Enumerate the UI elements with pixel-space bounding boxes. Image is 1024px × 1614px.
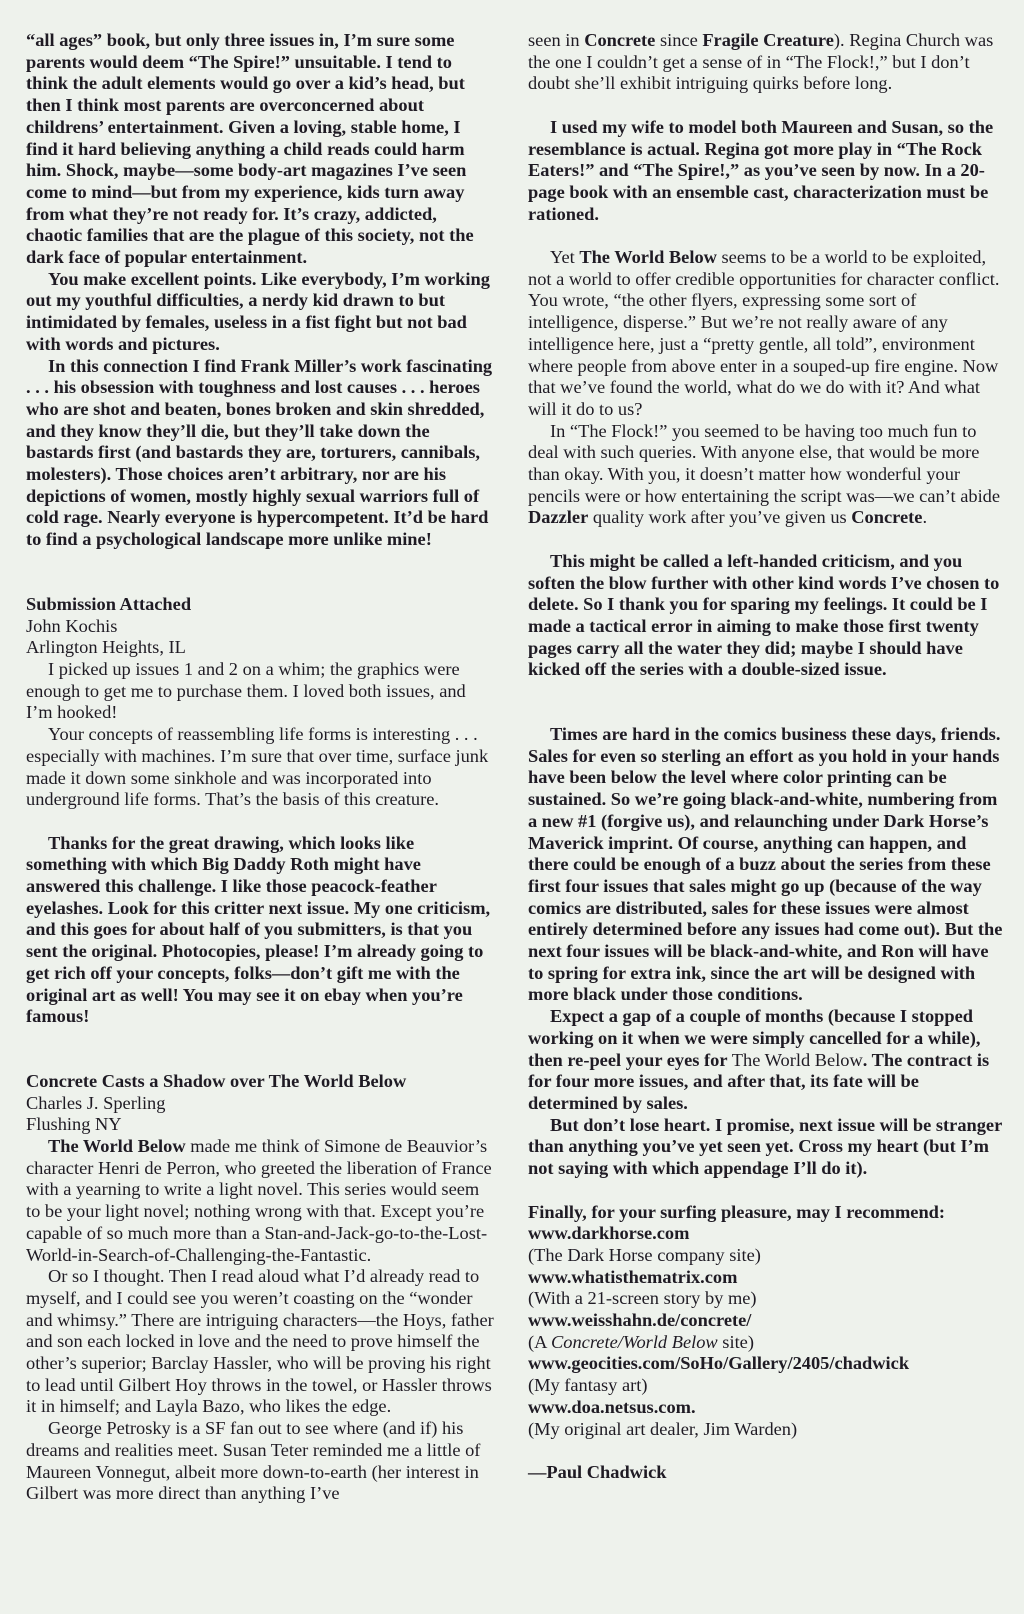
left-column	[26, 30, 496, 1505]
link-description-text: (A	[528, 1331, 551, 1352]
letter-author: John Kochis	[26, 615, 118, 636]
links-list	[528, 1202, 1006, 1441]
letter-paragraph: George Petrosky is a SF fan out to see where (and if) his dreams and realities meet. Susan Teter reminded me a little of Maureen Vonnegut, albeit more down-to-earth (her interest in Gilbert was more direct than anything I’ve	[26, 1418, 481, 1504]
link-description: (My fantasy art)	[528, 1375, 648, 1396]
link-geocities[interactable]: www.geocities.com/SoHo/Gallery/2405/chadwick	[528, 1353, 910, 1374]
letter-text: since	[655, 30, 703, 50]
editor-reply-text: You make excellent points. Like everybody, I’m working out my youthful difficulties, a nerdy kid drawn to but intimidated by females, useless in a fist fight but not bad with words and pictures.	[26, 268, 490, 354]
letter-paragraph: Or so I thought. Then I read aloud what I’d already read to myself, and I could see you weren’t coasting on the “wonder and whimsy.” There are intriguing characters—the Hoys, father and son each locked in love and the need to prove himself the other’s superior; Barclay Hassler, who will be proving his right to lead until Gilbert Hoy throws in the towel, or Hassler throws it in himself; and Layla Bazo, who likes the edge.	[26, 1266, 494, 1417]
announcement-paragraph	[528, 1006, 1006, 1115]
letter-location: Arlington Heights, IL	[26, 637, 186, 658]
link-description: (My original art dealer, Jim Warden)	[528, 1418, 798, 1439]
letter-text: ). Regina Church was the one I couldn’t get a sense of in “The Flock!,” but I don’t doubt she’ll exhibit intriguing quirks before long.	[528, 30, 994, 94]
announcement-text: Expect a gap of a couple of months (because I stopped working on it when we were simply cancelled for a while), then re-peel your eyes for	[528, 1006, 981, 1070]
links-intro: Finally, for your surfing pleasure, may I recommend:	[528, 1201, 946, 1222]
letter-text: made me think of Simone de Beauvior’s character Henri de Perron, who greeted the liberation of France with a yearning to write a light novel. This series would seem to be your light novel; nothing wrong with that. Except you’re capable of so much more than a Stan-and-Jack-go-to-the-Lost-World-in-Search-of-Challenging-the-Fantastic.	[26, 1136, 492, 1265]
letter-text: Yet	[550, 247, 580, 267]
letter-paragraph: I picked up issues 1 and 2 on a whim; the graphics were enough to get me to purchase them. I loved both issues, and I’m hooked!	[26, 658, 466, 723]
letter-paragraph-continued	[528, 30, 1006, 95]
signature: —Paul Chadwick	[528, 1461, 667, 1482]
announcement-paragraph: Times are hard in the comics business these days, friends. Sales for even so sterling an effort as you hold in your hands have been below the level where color printing can be sustained. So we’re going black-and-white, numbering from a new #1 (forgive us), and relaunching under Dark Horse’s Maverick imprint. Of course, anything can happen, and there could be enough of a buzz about the series from these first four issues that sales might go up (because of the way comics are distributed, sales for these issues were almost entirely determined before any issues had come out). But the next four issues will be black-and-white, and Ron will have to spring for extra ink, since the art will be designed with more black under those conditions.	[528, 724, 1003, 1005]
title-reference: Concrete	[851, 507, 923, 528]
letter-submission-attached	[26, 594, 496, 1028]
letter-paragraph	[26, 1136, 496, 1266]
title-reference: The World Below	[48, 1136, 186, 1157]
link-whatisthematrix[interactable]: www.whatisthematrix.com	[528, 1266, 738, 1287]
title-reference: Concrete	[584, 30, 656, 50]
link-weisshahn[interactable]: www.weisshahn.de/concrete/	[528, 1310, 752, 1331]
editor-reply-text: Thanks for the great drawing, which looks like something with which Big Daddy Roth might have answered this challenge. I like those peacock-feather eyelashes. Look for this critter next issue. My one criticism, and this goes for about half of you submitters, is that you sent the original. Photocopies, please! I’m already going to get rich off your concepts, folks—don’t gift me with the original art as well! You may see it on ebay when you’re famous!	[26, 832, 491, 1027]
title-reference: The World Below	[731, 1049, 863, 1070]
letter-paragraph	[528, 421, 1006, 530]
letter-text: seems to be a world to be exploited, not a world to offer credible opportunities for character conflict. You wrote, “the other flyers, expressing some sort of intelligence, disperse.” But we’re not really aware of any intelligence here, just a “pretty gentle, all told”, environment where people from above enter in a souped-up fire engine. Now that we’ve found the world, what do we do with it? And what will it do to us?	[528, 247, 1000, 419]
editor-announcement	[528, 724, 1006, 1180]
letter-author: Charles J. Sperling	[26, 1092, 166, 1113]
letter-text: seen in	[528, 30, 585, 50]
editor-reply-text: I used my wife to model both Maureen and Susan, so the resemblance is actual. Regina got more play in “The Rock Eaters!” and “The Spire!,” as you’ve seen by now. In a 20-page book with an ensemble cast, characterization must be rationed.	[528, 116, 994, 224]
announcement-paragraph: But don’t lose heart. I promise, next issue will be stranger than anything you’ve yet seen yet. Cross my heart (but I’m not saying with which appendage I’ll do it).	[528, 1114, 1002, 1179]
title-reference: Fragile Creature	[702, 30, 834, 50]
title-reference: Dazzler	[528, 507, 589, 528]
link-description	[528, 1332, 1006, 1354]
letter-location: Flushing NY	[26, 1114, 122, 1135]
announcement-text: . The contract is for four more issues, and after that, its fate will be determined by sales.	[528, 1049, 990, 1113]
letter-text: In “The Flock!” you seemed to be having too much fun to deal with such queries. With anyone else, that would be more than okay. With you, it doesn’t matter how wonderful your pencils were or how entertaining the script was—we can’t abide	[528, 420, 1001, 506]
editor-reply-text: “all ages” book, but only three issues in, I’m sure some parents would deem “The Spire!” unsuitable. I tend to think the adult elements would go over a kid’s head, but then I think most parents are overconcerned about childrens’ entertainment. Given a loving, stable home, I find it hard believing anything a child reads could harm him. Shock, maybe—some body-art magazines I’ve seen come to mind—but from my experience, kids turn away from what they’re not ready for. It’s crazy, addicted, chaotic families that are the plague of this society, not the dark face of popular entertainment.	[26, 30, 474, 268]
editor-reply-text: In this connection I find Frank Miller’s work fascinating . . . his obsession with toughness and lost causes . . . heroes who are shot and beaten, bones broken and skin shredded, and they know they’ll die, but they’ll take down the bastards first (and bastards they are, torturers, cannibals, molesters). Those choices aren’t arbitrary, nor are his depictions of women, mostly highly sexual warriors full of cold rage. Nearly everyone is hypercompetent. It’d be hard to find a psychological landscape more unlike mine!	[26, 355, 493, 550]
title-reference: Concrete/World Below	[551, 1331, 718, 1352]
link-description: (The Dark Horse company site)	[528, 1244, 761, 1265]
link-doa[interactable]: www.doa.netsus.com.	[528, 1396, 696, 1417]
letter-paragraph: Your concepts of reassembling life forms is interesting . . . especially with machines. I’m sure that over time, surface junk made it down some sinkhole and was incorporated into underground life forms. That’s the basis of this creature.	[26, 724, 489, 810]
letter-text: quality work after you’ve given us	[588, 507, 852, 528]
letter-title: Submission Attached	[26, 593, 192, 614]
letter-paragraph	[528, 247, 1006, 421]
letter-text: .	[922, 507, 928, 528]
editor-reply-text: This might be called a left-handed criticism, and you soften the blow further with other kind words I’ve chosen to delete. So I thank you for sparing my feelings. It could be I made a tactical error in aiming to make those first twenty pages carry all the water they did; maybe I should have kicked off the series with a double-sized issue.	[528, 550, 1000, 680]
letter-concrete-casts-shadow	[26, 1071, 496, 1505]
link-description: (With a 21-screen story by me)	[528, 1288, 757, 1309]
title-reference: The World Below	[579, 247, 717, 267]
link-darkhorse[interactable]: www.darkhorse.com	[528, 1223, 690, 1244]
link-description-text: site)	[717, 1331, 754, 1352]
letter-title: Concrete Casts a Shadow over The World Below	[26, 1070, 407, 1091]
right-column	[528, 30, 1006, 1484]
